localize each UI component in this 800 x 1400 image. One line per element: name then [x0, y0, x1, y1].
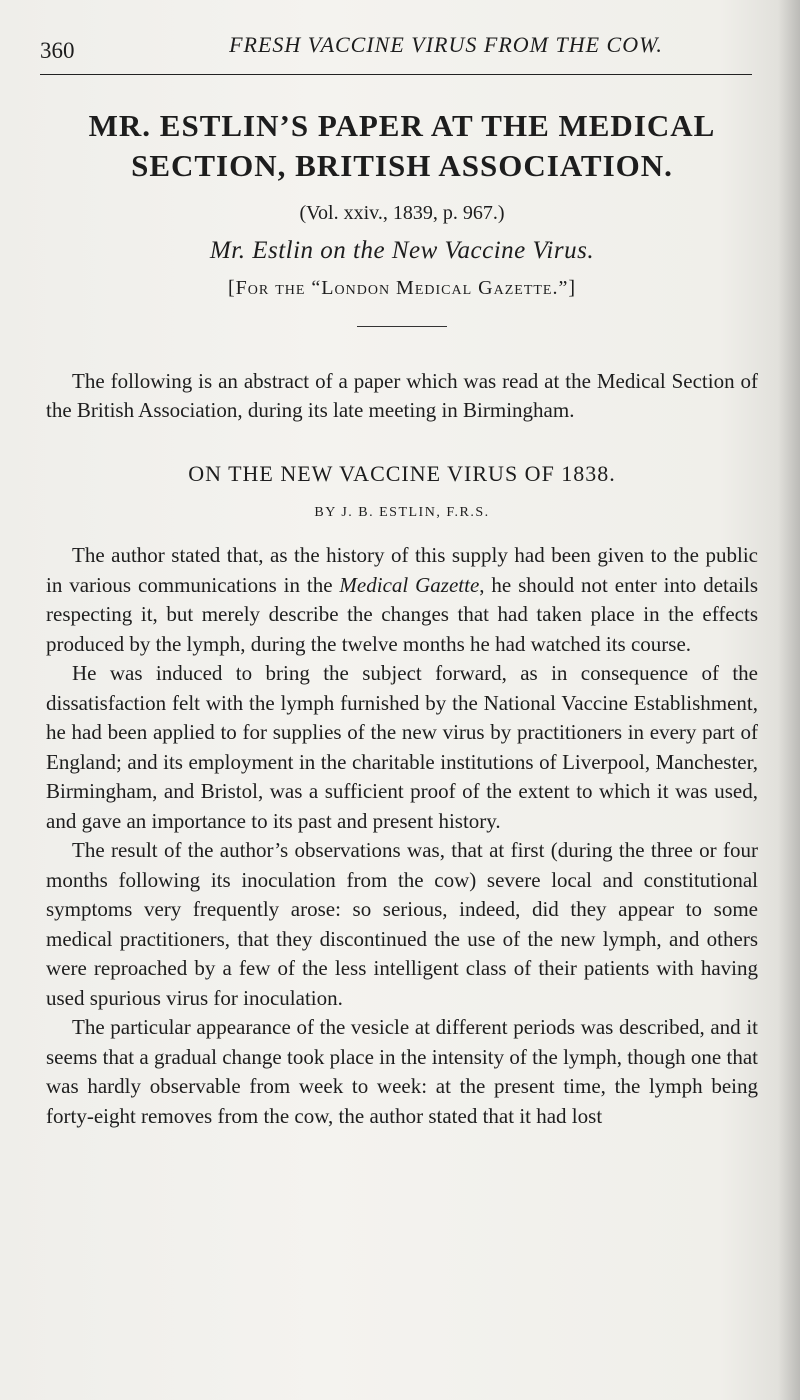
publication-note: [For the “London Medical Gazette.”] [227, 277, 577, 299]
journal-name: Medical Gazette [339, 572, 480, 597]
body-paragraph-2: He was induced to bring the subject forward, as in consequence of the dissatisfaction felt with the lymph furnished by the National Vaccine Establishment, he had been applied to for supplies of the new virus by practitioners in every part of England; and its employment in the charitable institutions of Liverpool, Manchester, Birmingham, and Bristol, was a sufficient proof of the extent to which it was used, and gave an importance to its past and present history. [46, 661, 758, 833]
body-paragraph-1 [46, 541, 758, 659]
body-paragraph-3: The result of the author’s observations was, that at first (during the three or four months following its inoculation from the cow) severe local and constitutional symptoms very frequently arose: so serious, indeed, did they appear to some medical practitioners, that they discontinued the use of the new lymph, and others were reproached by a few of the less intelligent class of their patients with having used spurious virus for inoculation. [46, 838, 758, 1010]
page-content [46, 106, 758, 1131]
page-edge-shadow [778, 0, 800, 1400]
paragraph-1-end: , he should not enter into details respecting it, but merely describe the changes that had taken place in the effects produced by the lymph, during the twelve months he had watched its course. [46, 572, 759, 656]
section-divider [357, 326, 447, 327]
paragraph-1-start: The author stated that, as the history of this supply had been given to the public in various communications in the [46, 543, 758, 597]
running-title: FRESH VACCINE VIRUS FROM THE COW. [229, 32, 663, 57]
volume-reference: (Vol. xxiv., 1839, p. 967.) [299, 202, 505, 224]
running-head [40, 32, 752, 62]
article-title [46, 106, 758, 186]
body-paragraph-4: The particular appearance of the vesicle at different periods was described, and it seems that a gradual change took place in the intensity of the lymph, though one that was hardly observable from week to week: at the present time, the lymph being forty-eight removes from the cow, the author stated that it had lost [46, 1015, 758, 1128]
header-rule [40, 74, 752, 75]
page-number: 360 [40, 38, 75, 63]
author-byline: BY J. B. ESTLIN, F.R.S. [314, 505, 490, 520]
article-subtitle: Mr. Estlin on the New Vaccine Virus. [209, 237, 595, 264]
article-title-line-2: SECTION, BRITISH ASSOCIATION. [131, 148, 673, 183]
intro-paragraph: The following is an abstract of a paper which was read at the Medical Section of the British Association, during its late meeting in Birmingham. [46, 369, 758, 422]
section-title: ON THE NEW VACCINE VIRUS OF 1838. [188, 461, 616, 486]
article-title-line-1: MR. ESTLIN’S PAPER AT THE MEDICAL [88, 108, 716, 143]
